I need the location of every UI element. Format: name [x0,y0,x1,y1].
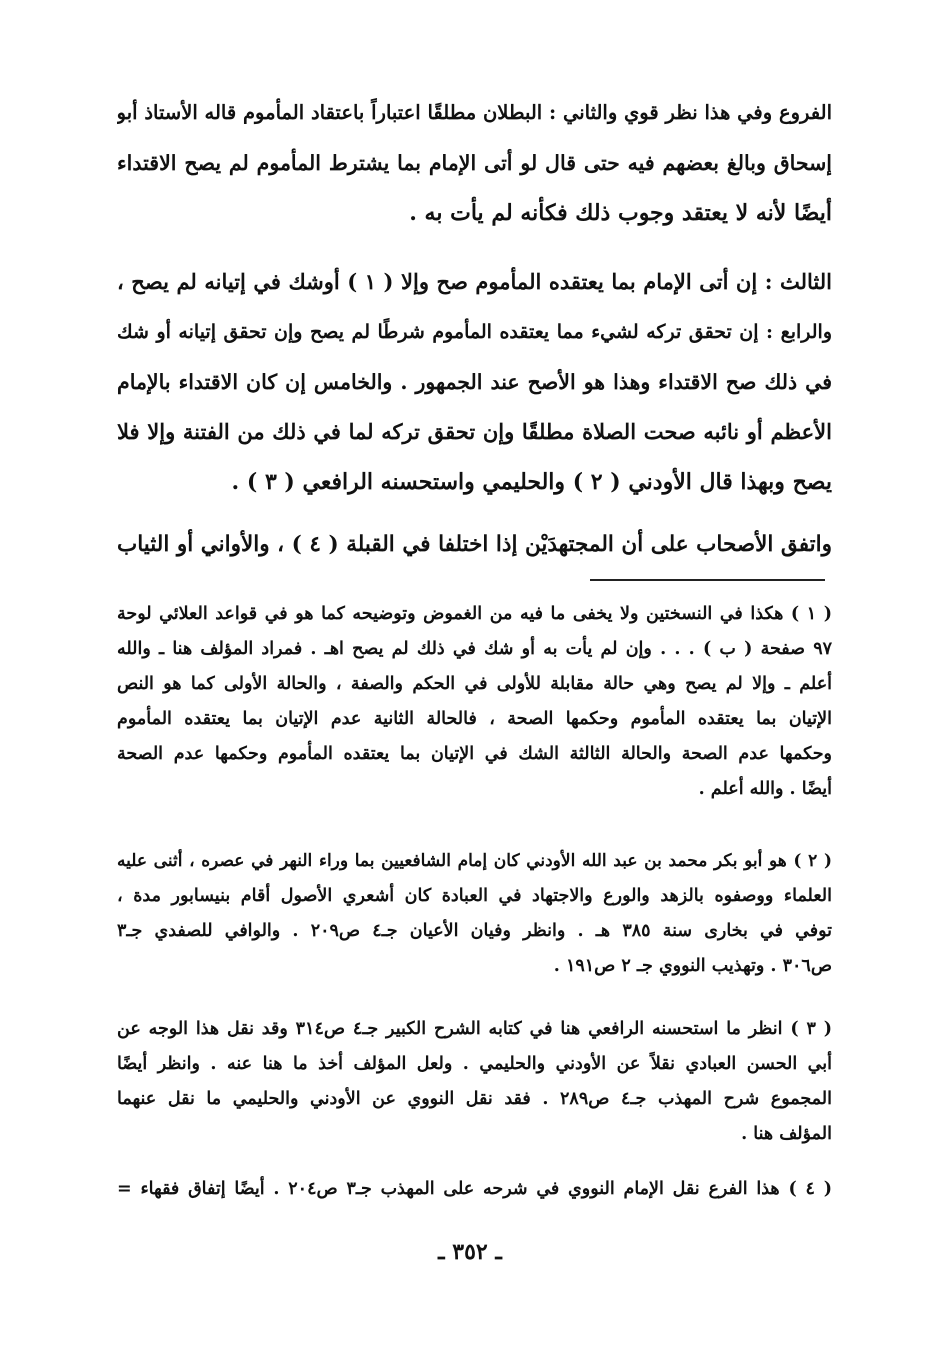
footnote-line: ( ٢ ) هو أبو بكر محمد بن عبد الله الأودني كان إمام الشافعيين بما وراء النهر في عصره ، أثنى عليه [117,851,832,871]
footnote-line: توفي في بخارى سنة ٣٨٥ هـ . وانظر وفيان الأعيان جـ٤ ص٢٠٩ . والوافي للصفدي جـ٣ [117,921,832,941]
footnote-line: ( ١ ) هكذا في النسختين ولا يخفى ما فيه من الغموض وتوضيحه كما هو في قواعد العلائي لوحة [117,604,832,624]
footnote-line: ٩٧ صفحة ( ب ) . . . وإن لم يأت به أو شك في ذلك لم يصح اهـ . فمراد المؤلف هنا ـ والله [117,639,832,659]
main-line-6: في ذلك صح الاقتداء وهذا هو الأصح عند الجمهور . والخامس إن كان الاقتداء بالإمام [117,370,832,394]
footnote-line: ( ٣ ) انظر ما استحسنه الرافعي هنا في كتابه الشرح الكبير جـ٤ ص٣١٤ وقد نقل هذا الوجه عن [117,1019,832,1039]
main-line-8: يصح وبهذا قال الأودني ( ٢ ) والحليمي واستحسنه الرافعي ( ٣ ) . [231,469,832,495]
main-line-4: الثالث : إن أتى الإمام بما يعتقده المأموم صح وإلا ( ١ ) أوشك في إتيانه لم يصح ، [117,269,832,294]
footnote-line: أبي الحسن العبادي نقلاً عن الأودني والحليمي . ولعل المؤلف أخذ ما هنا عنه . وانظر أيضًا [117,1054,832,1074]
footnote-line: أعلم ـ وإلا لم يصح وهي حالة مقابلة للأولى في الحكم والصفة ، والحالة الأولى كما هو النص [117,674,832,694]
main-line-5: والرابع : إن تحقق تركه لشيء مما يعتقده المأموم شرطًا لم يصح وإن تحقق إتيانه أو شك [117,321,832,343]
main-line-2: إسحاق وبالغ بعضهم فيه حتى قال لو أتى الإمام بما يشترط المأموم لم يصح الاقتداء [117,151,832,175]
footnote-line: وحكمها عدم الصحة والحالة الثالثة الشك في الإتيان بما يعتقده المأموم وحكمها عدم الصحة [117,744,832,764]
footnote-line: المجموع شرح المهذب جـ٤ ص٢٨٩ . فقد نقل النووي عن الأودني والحليمي ما نقل عنهما [117,1089,832,1109]
main-line-7: الأعظم أو نائبه صحت الصلاة مطلقًا وإن تحقق تركه لما في ذلك من الفتنة وإلا فلا [117,419,832,444]
footnote-line: الإتيان بما يعتقده المأموم وحكمها الصحة ، فالحالة الثانية عدم الإتيان بما يعتقده المأموم [117,709,832,729]
footnote-line: ص٣٠٦ . وتهذيب النووي جـ ٢ ص١٩١ . [553,956,832,976]
main-line-1: الفروع وفي هذا نظر قوي والثاني : البطلان مطلقًا اعتباراً باعتقاد المأموم قاله الأستاذ أبو [117,101,832,124]
main-line-9: واتفق الأصحاب على أن المجتهدَيْن إذا اختلفا في القبلة ( ٤ ) ، والأواني أو الثياب [117,532,832,557]
footnote-line: العلماء ووصفوه بالزهد والورع والاجتهاد في العبادة كان أشعري الأصول أقام بنيسابور مدة ، [117,886,832,906]
footnote-line: أيضًا . والله أعلم . [698,779,832,799]
page-number: ـ ٣٥٢ ـ [438,1239,502,1265]
footnote-divider [590,579,825,581]
footnote-line: المؤلف هنا . [741,1124,832,1144]
footnote-line: ( ٤ ) هذا الفرع نقل الإمام النووي في شرحه على المهذب جـ٣ ص٢٠٤ . أيضًا إتفاق فقهاء = [117,1179,832,1199]
main-line-3: أيضًا لأنه لا يعتقد وجوب ذلك فكأنه لم يأت به . [409,200,832,226]
